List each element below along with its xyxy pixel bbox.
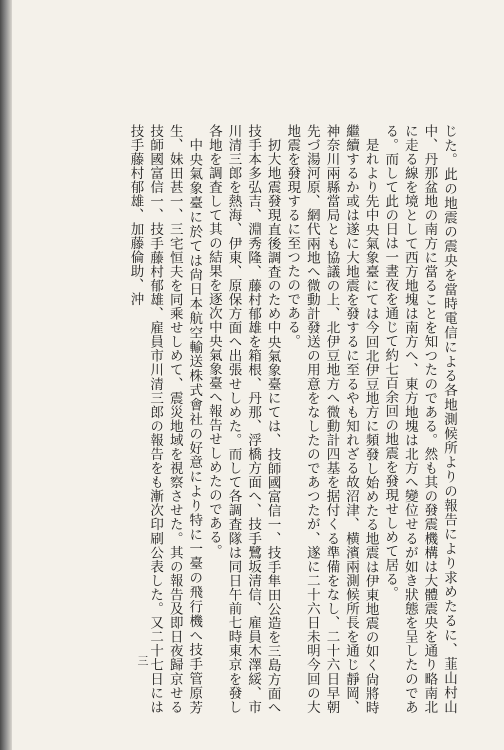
paragraph: じた。此の地震の震央を當時電信による各地測候所よりの報告により求めたるに、韮山村山中、丹那盆地の南方に當ることを知つたのである。然も其の發震機構は大體震央を通り略南北に走る線を境として西方地塊は南方へ、東方地塊は北方へ變位せるが如き狀態を呈したのである。而して此の日は一晝夜を通じて約七百余回の地震を發現せしめて居る。 (382, 124, 457, 714)
binding-shadow (0, 0, 12, 750)
paragraph: 中央氣象臺に於ては尙日本航空輸送株式會社の好意により特に一臺の飛行機へ技手管原芳生、妹田甚一、三宅恒夫を同乘せしめて、震災地域を視察させた。其の報告及即日夜歸京せる技師國富信一、技手藤村郁雄、雇員市川清三郎の報告をも漸次印刷公表した。又二十七日には技手藤村郁雄、加藤倫助、沖 (127, 124, 203, 714)
page-number: 三 (136, 655, 149, 666)
paragraph: 是れより先中央氣象臺にては今回北伊豆地方に頻發し始めたる地震は伊東地震の如く尙將時繼續するか或は遂に大地震を發するに至るやも知れざる故沼津、横濱兩測候所長を通じ靜岡、神奈川兩縣當局とも協議の上、北伊豆地方へ微動計四基を据付くる準備をなし、二十六日早朝先づ湯河原、網代兩地へ微動計發送の用意をなしたのであつたが、遂に二十六日未明今回の大地震を發現するに至つたのである。 (284, 124, 379, 714)
vertical-text-block (38, 124, 458, 714)
paragraph: 扨大地震發現直後調査のため中央氣象臺にては、技師國富信一、技手隼田公造を三島方面へ技手本多弘吉、淵秀隆、藤村郁雄を箱根、丹那、浮橋方面へ、技手鷺坂清信、雇員木澤綏、市川清三郎を熱海、伊東、原保方面へ出張せしめた。而して各調査隊は同日午前七時東京を發し各地を調査して其の結果を逐次中央氣象臺へ報告せしめたのである。 (205, 124, 281, 714)
